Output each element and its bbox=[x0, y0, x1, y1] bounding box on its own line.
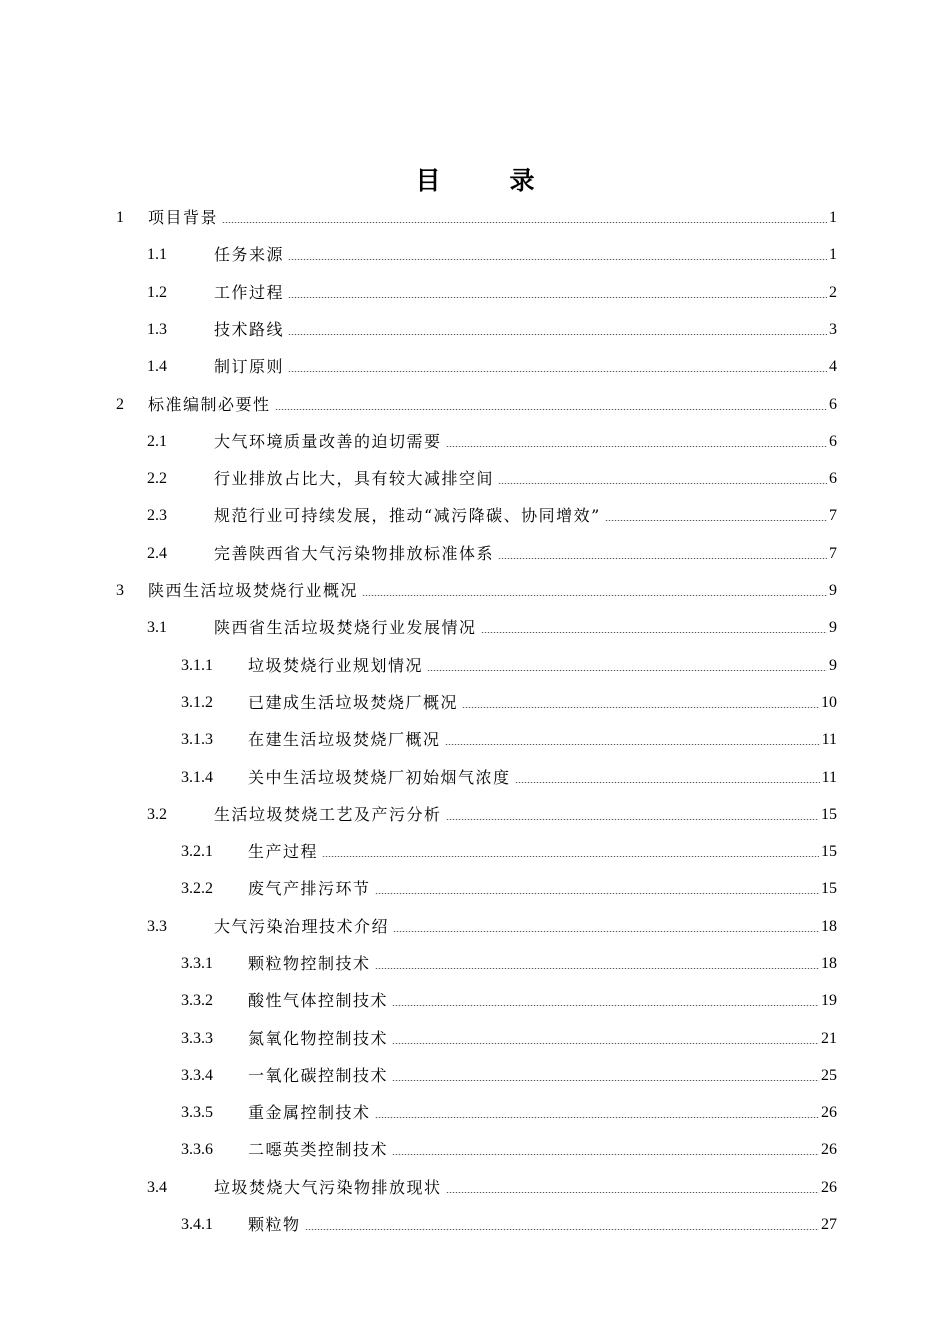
toc-entry-title: 行业排放占比大，具有较大减排空间 bbox=[214, 469, 495, 488]
toc-entry-number: 3.2 bbox=[147, 806, 167, 823]
toc-entry-page: 25 bbox=[821, 1067, 837, 1084]
toc-entry-title: 在建生活垃圾焚烧厂概况 bbox=[248, 730, 441, 749]
toc-dot-leader bbox=[444, 429, 829, 455]
toc-entry-page: 4 bbox=[829, 358, 837, 375]
toc-entry-page: 7 bbox=[829, 545, 837, 562]
toc-entry-title: 垃圾焚烧大气污染物排放现状 bbox=[214, 1178, 442, 1197]
toc-entry[interactable] bbox=[147, 615, 837, 641]
toc-entry-number: 1 bbox=[116, 209, 124, 226]
toc-entry-number: 3.1.3 bbox=[181, 731, 213, 748]
toc-entry-number: 3.4.1 bbox=[181, 1216, 213, 1233]
toc-entry[interactable] bbox=[181, 1026, 837, 1052]
toc-entry-page: 1 bbox=[829, 209, 837, 226]
toc-dot-leader bbox=[286, 280, 829, 306]
toc-entry[interactable] bbox=[147, 503, 837, 529]
toc-entry[interactable] bbox=[181, 765, 837, 791]
toc-dot-leader bbox=[391, 914, 821, 940]
toc-entry[interactable] bbox=[116, 578, 837, 604]
toc-entry[interactable] bbox=[181, 1137, 837, 1163]
toc-entry[interactable] bbox=[181, 1063, 837, 1089]
toc-entry-number: 1.2 bbox=[147, 284, 167, 301]
toc-entry-title: 陕西省生活垃圾焚烧行业发展情况 bbox=[214, 618, 477, 637]
toc-dot-leader bbox=[603, 503, 829, 529]
toc-entry[interactable] bbox=[147, 541, 837, 567]
toc-entry-page: 27 bbox=[821, 1216, 837, 1233]
toc-entry-page: 15 bbox=[821, 843, 837, 860]
toc-entry-page: 6 bbox=[829, 470, 837, 487]
toc-entry-title: 制订原则 bbox=[214, 357, 285, 376]
toc-entry-number: 2.1 bbox=[147, 433, 167, 450]
toc-dot-leader bbox=[373, 876, 821, 902]
toc-dot-leader bbox=[496, 466, 829, 492]
toc-entry[interactable] bbox=[147, 280, 837, 306]
toc-entry[interactable] bbox=[181, 839, 837, 865]
toc-entry[interactable] bbox=[181, 876, 837, 902]
page-title: 目 录 bbox=[415, 166, 557, 195]
toc-entry-number: 2.2 bbox=[147, 470, 167, 487]
toc-entry-number: 3.1.4 bbox=[181, 769, 213, 786]
toc-entry-title: 项目背景 bbox=[148, 208, 219, 227]
toc-entry[interactable] bbox=[181, 727, 837, 753]
toc-entry-title: 酸性气体控制技术 bbox=[248, 991, 389, 1010]
toc-entry-title: 完善陕西省大气污染物排放标准体系 bbox=[214, 544, 495, 563]
toc-dot-leader bbox=[444, 1175, 821, 1201]
toc-entry-title: 已建成生活垃圾焚烧厂概况 bbox=[248, 693, 459, 712]
toc-entry-page: 6 bbox=[829, 433, 837, 450]
toc-entry-title: 颗粒物 bbox=[248, 1215, 301, 1234]
toc-entry-page: 21 bbox=[821, 1030, 837, 1047]
toc-entry[interactable] bbox=[181, 1212, 837, 1238]
toc-entry-title: 大气环境质量改善的迫切需要 bbox=[214, 432, 442, 451]
toc-entry[interactable] bbox=[147, 802, 837, 828]
toc-entry-title: 氮氧化物控制技术 bbox=[248, 1029, 389, 1048]
toc-dot-leader bbox=[373, 1100, 821, 1126]
toc-dot-leader bbox=[373, 951, 821, 977]
toc-entry-page: 9 bbox=[829, 582, 837, 599]
toc-entry[interactable] bbox=[181, 653, 837, 679]
toc-dot-leader bbox=[220, 205, 829, 231]
toc-entry-page: 18 bbox=[821, 955, 837, 972]
toc-entry[interactable] bbox=[116, 392, 837, 418]
toc-entry-number: 3.4 bbox=[147, 1179, 167, 1196]
toc-entry-page: 26 bbox=[821, 1141, 837, 1158]
toc-entry[interactable] bbox=[116, 205, 837, 231]
toc-dot-leader bbox=[286, 242, 829, 268]
toc-entry-number: 3.3.4 bbox=[181, 1067, 213, 1084]
toc-entry-title: 一氧化碳控制技术 bbox=[248, 1066, 389, 1085]
toc-entry-title: 规范行业可持续发展，推动“减污降碳、协同增效” bbox=[214, 506, 601, 525]
toc-entry[interactable] bbox=[147, 1175, 837, 1201]
toc-entry-page: 10 bbox=[821, 694, 837, 711]
toc-entry-page: 19 bbox=[821, 992, 837, 1009]
toc-entry-number: 3.3.5 bbox=[181, 1104, 213, 1121]
toc-entry-number: 3.2.2 bbox=[181, 880, 213, 897]
toc-dot-leader bbox=[460, 690, 821, 716]
toc-entry-page: 26 bbox=[821, 1179, 837, 1196]
toc-dot-leader bbox=[320, 839, 821, 865]
toc-entry-number: 3.3.1 bbox=[181, 955, 213, 972]
toc-entry-number: 3.1 bbox=[147, 619, 167, 636]
toc-entry-number: 3.1.1 bbox=[181, 657, 213, 674]
toc-dot-leader bbox=[425, 653, 829, 679]
toc-entry-page: 9 bbox=[829, 619, 837, 636]
toc-entry-page: 2 bbox=[829, 284, 837, 301]
toc-entry-number: 3 bbox=[116, 582, 124, 599]
toc-entry[interactable] bbox=[181, 988, 837, 1014]
toc-entry-number: 3.1.2 bbox=[181, 694, 213, 711]
toc-dot-leader bbox=[390, 988, 821, 1014]
toc-dot-leader bbox=[303, 1212, 821, 1238]
toc-entry[interactable] bbox=[147, 317, 837, 343]
toc-entry-number: 2 bbox=[116, 396, 124, 413]
toc-entry-page: 1 bbox=[829, 246, 837, 263]
toc-entry-number: 2.3 bbox=[147, 507, 167, 524]
toc-entry-title: 生活垃圾焚烧工艺及产污分析 bbox=[214, 805, 442, 824]
toc-dot-leader bbox=[286, 354, 829, 380]
toc-entry[interactable] bbox=[147, 429, 837, 455]
toc-entry-page: 26 bbox=[821, 1104, 837, 1121]
toc-entry-number: 3.3.3 bbox=[181, 1030, 213, 1047]
toc-entry-title: 任务来源 bbox=[214, 245, 285, 264]
toc-dot-leader bbox=[444, 802, 821, 828]
toc-entry-page: 7 bbox=[829, 507, 837, 524]
toc-entry-page: 3 bbox=[829, 321, 837, 338]
toc-dot-leader bbox=[443, 727, 822, 753]
toc-entry-title: 技术路线 bbox=[214, 320, 285, 339]
toc-entry-number: 3.3 bbox=[147, 918, 167, 935]
toc-dot-leader bbox=[390, 1026, 821, 1052]
toc-dot-leader bbox=[513, 765, 822, 791]
toc-entry-title: 垃圾焚烧行业规划情况 bbox=[248, 656, 424, 675]
toc-entry-title: 二噁英类控制技术 bbox=[248, 1140, 389, 1159]
toc-dot-leader bbox=[390, 1137, 821, 1163]
toc-entry-number: 3.3.6 bbox=[181, 1141, 213, 1158]
toc-entry-page: 15 bbox=[821, 806, 837, 823]
toc-entry[interactable] bbox=[147, 914, 837, 940]
toc-entry-number: 3.2.1 bbox=[181, 843, 213, 860]
toc-entry-title: 大气污染治理技术介绍 bbox=[214, 917, 390, 936]
toc-entry-number: 2.4 bbox=[147, 545, 167, 562]
toc-entry-number: 3.3.2 bbox=[181, 992, 213, 1009]
toc-entry-title: 生产过程 bbox=[248, 842, 319, 861]
toc-dot-leader bbox=[390, 1063, 821, 1089]
toc-entry-page: 15 bbox=[821, 880, 837, 897]
toc-entry-number: 1.4 bbox=[147, 358, 167, 375]
toc-entry-page: 6 bbox=[829, 396, 837, 413]
toc-dot-leader bbox=[360, 578, 829, 604]
toc-dot-leader bbox=[273, 392, 829, 418]
toc-entry-title: 工作过程 bbox=[214, 283, 285, 302]
toc-entry-title: 关中生活垃圾焚烧厂初始烟气浓度 bbox=[248, 768, 511, 787]
toc-entry-page: 11 bbox=[821, 769, 837, 786]
toc-entry[interactable] bbox=[147, 466, 837, 492]
toc-entry[interactable] bbox=[147, 242, 837, 268]
toc-entry-page: 18 bbox=[821, 918, 837, 935]
toc-entry-title: 废气产排污环节 bbox=[248, 879, 371, 898]
toc-entry-title: 标准编制必要性 bbox=[148, 395, 271, 414]
toc-dot-leader bbox=[479, 615, 829, 641]
toc-dot-leader bbox=[286, 317, 829, 343]
toc-entry[interactable] bbox=[181, 690, 837, 716]
toc-entry[interactable] bbox=[181, 951, 837, 977]
toc-entry[interactable] bbox=[181, 1100, 837, 1126]
toc-entry-number: 1.1 bbox=[147, 246, 167, 263]
toc-entry-title: 颗粒物控制技术 bbox=[248, 954, 371, 973]
toc-dot-leader bbox=[496, 541, 829, 567]
toc-entry-title: 陕西生活垃圾焚烧行业概况 bbox=[148, 581, 359, 600]
toc-entry-page: 11 bbox=[821, 731, 837, 748]
toc-entry[interactable] bbox=[147, 354, 837, 380]
toc-entry-number: 1.3 bbox=[147, 321, 167, 338]
toc-entry-page: 9 bbox=[829, 657, 837, 674]
toc-entry-title: 重金属控制技术 bbox=[248, 1103, 371, 1122]
